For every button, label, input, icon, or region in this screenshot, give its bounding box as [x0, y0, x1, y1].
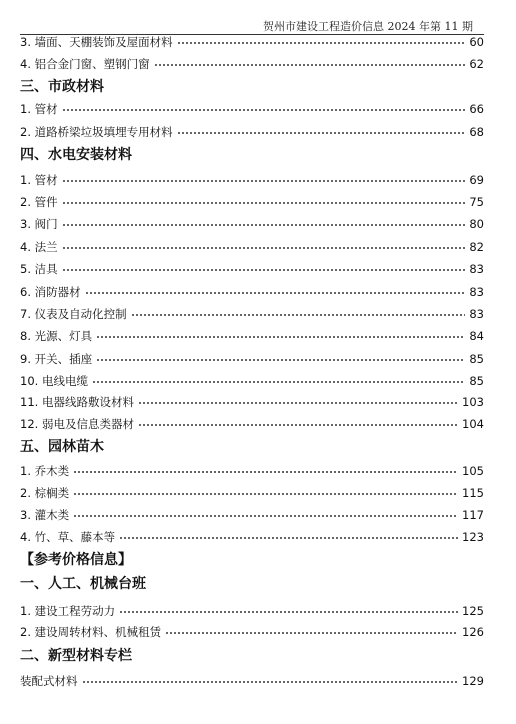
dot-leader: [119, 611, 458, 613]
toc-entry-page: 126: [462, 625, 484, 639]
toc-entry-page: 103: [462, 395, 484, 409]
toc-entry-label: 1. 乔木类: [20, 464, 70, 478]
toc-entry[interactable]: [20, 239, 484, 255]
dot-leader: [96, 359, 465, 361]
toc-heading-label: 三、市政材料: [20, 79, 104, 95]
toc-entry[interactable]: [20, 529, 484, 545]
dot-leader: [119, 537, 458, 539]
toc-section-heading: [20, 552, 484, 568]
toc-entry-label: 2. 管件: [20, 195, 58, 209]
dot-leader: [165, 632, 458, 634]
dot-leader: [154, 64, 466, 66]
toc-entry[interactable]: [20, 416, 484, 432]
toc-entry-label: 9. 开关、插座: [20, 352, 93, 366]
dot-leader: [177, 42, 466, 44]
toc-entry[interactable]: [20, 673, 484, 689]
toc-section-heading: [20, 439, 484, 455]
toc-entry[interactable]: [20, 194, 484, 210]
toc-entry-label: 1. 管材: [20, 173, 58, 187]
toc-entry[interactable]: [20, 56, 484, 72]
toc-entry-page: 85: [469, 374, 484, 388]
dot-leader: [62, 224, 466, 226]
toc-entry[interactable]: [20, 351, 484, 367]
toc-heading-label: 一、人工、机械台班: [20, 576, 146, 592]
toc-entry-page: 60: [469, 35, 484, 49]
toc-entry-label: 装配式材料: [20, 674, 78, 688]
toc-entry-label: 4. 法兰: [20, 240, 58, 254]
toc-entry-label: 4. 竹、草、藤本等: [20, 530, 116, 544]
toc-entry-page: 83: [469, 262, 484, 276]
dot-leader: [62, 247, 466, 249]
toc-entry-label: 2. 棕榈类: [20, 486, 70, 500]
toc-entry[interactable]: [20, 216, 484, 232]
toc-entry[interactable]: [20, 261, 484, 277]
dot-leader: [177, 132, 466, 134]
dot-leader: [73, 493, 458, 495]
toc-entry-page: 75: [469, 195, 484, 209]
toc-entry-page: 115: [462, 486, 484, 500]
toc-entry[interactable]: [20, 34, 484, 50]
toc-heading-label: 二、新型材料专栏: [20, 648, 132, 664]
toc-entry-page: 80: [469, 217, 484, 231]
toc-entry[interactable]: [20, 485, 484, 501]
toc-heading-label: 【参考价格信息】: [20, 552, 132, 568]
toc-entry-page: 82: [469, 240, 484, 254]
toc-entry-label: 10. 电线电缆: [20, 374, 88, 388]
toc-entry[interactable]: [20, 624, 484, 640]
toc-entry-label: 1. 管材: [20, 102, 58, 116]
toc-entry-label: 1. 建设工程劳动力: [20, 604, 116, 618]
dot-leader: [131, 314, 466, 316]
toc-entry-label: 3. 阀门: [20, 217, 58, 231]
dot-leader: [92, 381, 465, 383]
toc-entry-page: 84: [469, 329, 484, 343]
toc-entry-page: 69: [469, 173, 484, 187]
dot-leader: [62, 180, 466, 182]
toc-entry-page: 66: [469, 102, 484, 116]
toc-entry[interactable]: [20, 284, 484, 300]
dot-leader: [73, 515, 458, 517]
toc-entry[interactable]: [20, 394, 484, 410]
toc-entry-label: 7. 仪表及自动化控制: [20, 307, 127, 321]
toc-entry-page: 105: [462, 464, 484, 478]
dot-leader: [138, 424, 458, 426]
toc-entry[interactable]: [20, 507, 484, 523]
toc-section-heading: [20, 79, 484, 95]
toc-entry-label: 11. 电器线路敷设材料: [20, 395, 134, 409]
dot-leader: [138, 402, 458, 404]
toc-entry-label: 5. 洁具: [20, 262, 58, 276]
toc-entry-page: 129: [462, 674, 484, 688]
toc-entry[interactable]: [20, 603, 484, 619]
toc-entry[interactable]: [20, 463, 484, 479]
dot-leader: [96, 336, 465, 338]
toc-entry-page: 123: [462, 530, 484, 544]
toc-section-heading: [20, 576, 484, 592]
page-header: 贺州市建设工程造价信息 2024 年第 11 期: [263, 20, 473, 33]
toc-section-heading: [20, 147, 484, 163]
toc-entry-label: 3. 灌木类: [20, 508, 70, 522]
toc-entry-page: 83: [469, 285, 484, 299]
dot-leader: [82, 681, 459, 683]
toc-entry-page: 117: [462, 508, 484, 522]
toc-entry-label: 2. 道路桥梁垃圾填埋专用材料: [20, 125, 173, 139]
toc-entry-label: 8. 光源、灯具: [20, 329, 93, 343]
toc-entry-page: 125: [462, 604, 484, 618]
toc-entry[interactable]: [20, 124, 484, 140]
toc-heading-label: 四、水电安装材料: [20, 147, 132, 163]
toc-entry-page: 85: [469, 352, 484, 366]
toc-entry-label: 12. 弱电及信息类器材: [20, 417, 134, 431]
toc-entry[interactable]: [20, 306, 484, 322]
dot-leader: [73, 471, 458, 473]
toc-entry[interactable]: [20, 373, 484, 389]
toc-entry-page: 83: [469, 307, 484, 321]
dot-leader: [62, 109, 466, 111]
toc-section-heading: [20, 648, 484, 664]
toc-entry-page: 62: [469, 57, 484, 71]
toc-entry-label: 6. 消防器材: [20, 285, 81, 299]
toc-entry-label: 3. 墙面、天棚装饰及屋面材料: [20, 35, 173, 49]
toc-entry-label: 2. 建设周转材料、机械租赁: [20, 625, 162, 639]
dot-leader: [62, 202, 466, 204]
toc-entry-label: 4. 铝合金门窗、塑钢门窗: [20, 57, 150, 71]
toc-entry[interactable]: [20, 172, 484, 188]
dot-leader: [62, 269, 466, 271]
toc-entry[interactable]: [20, 101, 484, 117]
toc-entry-page: 68: [469, 125, 484, 139]
dot-leader: [85, 292, 466, 294]
toc-entry-page: 104: [462, 417, 484, 431]
toc-entry[interactable]: [20, 328, 484, 344]
toc-heading-label: 五、园林苗木: [20, 439, 104, 455]
